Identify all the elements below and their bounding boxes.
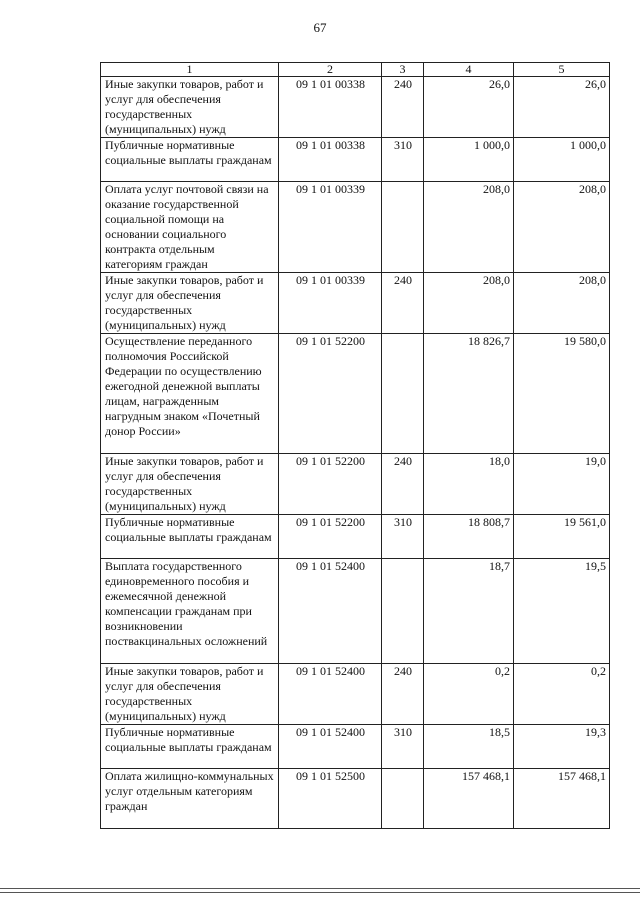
- expense-name-cell: Публичные нормативные социальные выплаты гражданам: [101, 725, 279, 769]
- target-article-code-cell: 09 1 01 00338: [279, 138, 382, 182]
- scan-bottom-rule: [0, 892, 640, 893]
- expense-type-code-cell: 240: [382, 454, 424, 515]
- expense-type-code-cell: [382, 769, 424, 829]
- target-article-code-cell: 09 1 01 00339: [279, 273, 382, 334]
- column-header-1: 1: [101, 63, 279, 77]
- expense-type-code-cell: 240: [382, 664, 424, 725]
- expense-name-cell: Иные закупки товаров, работ и услуг для обеспечения государственных (муниципальных) нужд: [101, 454, 279, 515]
- amount-column-4-cell: 1 000,0: [424, 138, 514, 182]
- expense-type-code-cell: [382, 182, 424, 273]
- column-number-header-row: [101, 63, 610, 77]
- amount-column-4-cell: 18,5: [424, 725, 514, 769]
- scan-bottom-rule: [0, 888, 640, 889]
- expense-name-cell: Публичные нормативные социальные выплаты гражданам: [101, 138, 279, 182]
- expense-type-code-cell: [382, 559, 424, 664]
- table-row: [101, 515, 610, 559]
- target-article-code-cell: 09 1 01 52200: [279, 334, 382, 454]
- expense-type-code-cell: 240: [382, 273, 424, 334]
- amount-column-4-cell: 18,7: [424, 559, 514, 664]
- target-article-code-cell: 09 1 01 00338: [279, 77, 382, 138]
- target-article-code-cell: 09 1 01 52400: [279, 559, 382, 664]
- expense-type-code-cell: 310: [382, 138, 424, 182]
- expense-name-cell: Публичные нормативные социальные выплаты гражданам: [101, 515, 279, 559]
- table-row: [101, 77, 610, 138]
- expense-name-cell: Иные закупки товаров, работ и услуг для обеспечения государственных (муниципальных) нужд: [101, 664, 279, 725]
- column-header-4: 4: [424, 63, 514, 77]
- target-article-code-cell: 09 1 01 52200: [279, 454, 382, 515]
- expense-name-cell: Оплата услуг почтовой связи на оказание государственной социальной помощи на основании социального контракта отдельным категориям граждан: [101, 182, 279, 273]
- amount-column-5-cell: 19 561,0: [514, 515, 610, 559]
- amount-column-4-cell: 208,0: [424, 182, 514, 273]
- table-row: [101, 273, 610, 334]
- expense-name-cell: Иные закупки товаров, работ и услуг для обеспечения государственных (муниципальных) нужд: [101, 77, 279, 138]
- amount-column-5-cell: 19 580,0: [514, 334, 610, 454]
- column-header-3: 3: [382, 63, 424, 77]
- amount-column-4-cell: 157 468,1: [424, 769, 514, 829]
- amount-column-5-cell: 0,2: [514, 664, 610, 725]
- amount-column-5-cell: 19,5: [514, 559, 610, 664]
- amount-column-5-cell: 1 000,0: [514, 138, 610, 182]
- budget-table: [100, 62, 610, 829]
- expense-name-cell: Осуществление переданного полномочия Российской Федерации по осуществлению ежегодной денежной выплаты лицам, награжденным нагрудным знаком «Почетный донор России»: [101, 334, 279, 454]
- target-article-code-cell: 09 1 01 52200: [279, 515, 382, 559]
- expense-type-code-cell: 310: [382, 515, 424, 559]
- table-row: [101, 664, 610, 725]
- target-article-code-cell: 09 1 01 52400: [279, 725, 382, 769]
- expense-name-cell: Иные закупки товаров, работ и услуг для обеспечения государственных (муниципальных) нужд: [101, 273, 279, 334]
- amount-column-5-cell: 157 468,1: [514, 769, 610, 829]
- amount-column-5-cell: 208,0: [514, 273, 610, 334]
- amount-column-4-cell: 18 826,7: [424, 334, 514, 454]
- amount-column-4-cell: 18,0: [424, 454, 514, 515]
- expense-type-code-cell: 240: [382, 77, 424, 138]
- amount-column-4-cell: 26,0: [424, 77, 514, 138]
- amount-column-4-cell: 18 808,7: [424, 515, 514, 559]
- expense-name-cell: Выплата государственного единовременного пособия и ежемесячной денежной компенсации гражданам при возникновении поствакцинальных осложнений: [101, 559, 279, 664]
- target-article-code-cell: 09 1 01 00339: [279, 182, 382, 273]
- target-article-code-cell: 09 1 01 52400: [279, 664, 382, 725]
- table-row: [101, 725, 610, 769]
- table-row: [101, 454, 610, 515]
- expense-type-code-cell: [382, 334, 424, 454]
- page-number: 67: [313, 20, 327, 35]
- amount-column-5-cell: 26,0: [514, 77, 610, 138]
- column-header-5: 5: [514, 63, 610, 77]
- column-header-2: 2: [279, 63, 382, 77]
- expense-name-cell: Оплата жилищно-коммунальных услуг отдельным категориям граждан: [101, 769, 279, 829]
- budget-table-body: [101, 63, 610, 829]
- table-row: [101, 334, 610, 454]
- amount-column-5-cell: 19,0: [514, 454, 610, 515]
- expense-type-code-cell: 310: [382, 725, 424, 769]
- table-row: [101, 182, 610, 273]
- amount-column-5-cell: 19,3: [514, 725, 610, 769]
- amount-column-4-cell: 208,0: [424, 273, 514, 334]
- amount-column-4-cell: 0,2: [424, 664, 514, 725]
- table-row: [101, 138, 610, 182]
- target-article-code-cell: 09 1 01 52500: [279, 769, 382, 829]
- table-row: [101, 559, 610, 664]
- amount-column-5-cell: 208,0: [514, 182, 610, 273]
- table-row: [101, 769, 610, 829]
